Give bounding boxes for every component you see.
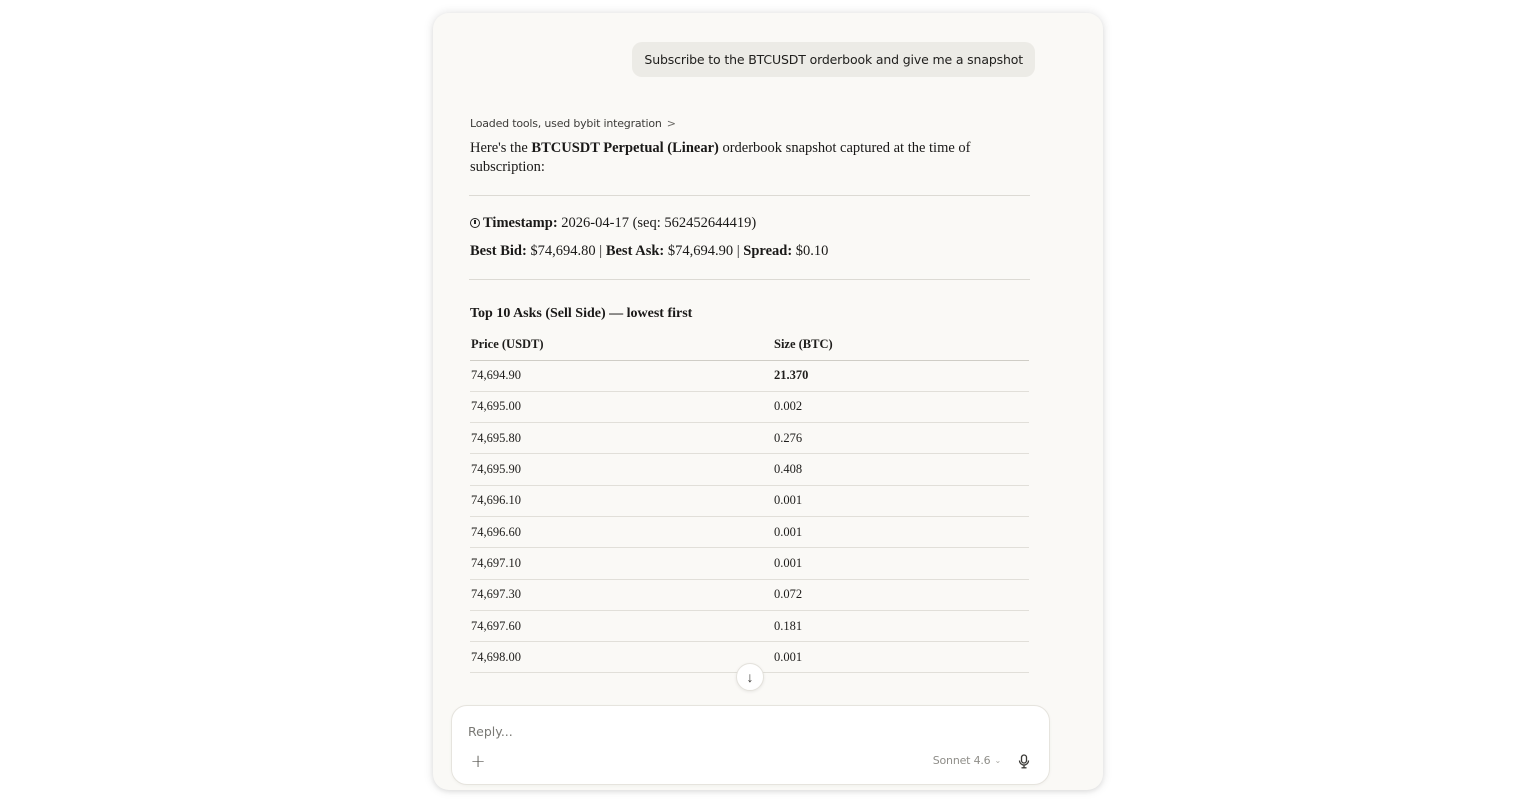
reply-composer	[451, 705, 1050, 785]
add-attachment-button[interactable]	[468, 751, 488, 771]
timestamp-label: Timestamp:	[483, 215, 558, 231]
best-ask-label: Best Ask:	[605, 243, 665, 259]
arrow-down-icon: ↓	[746, 669, 754, 685]
scroll-to-bottom-button[interactable]	[736, 663, 764, 691]
price-cell: 74,697.60	[470, 610, 773, 641]
table-row	[470, 360, 1029, 391]
size-cell: 21.370	[773, 360, 1029, 391]
instrument-name: BTCUSDT Perpetual (Linear)	[531, 140, 719, 156]
size-cell: 0.072	[773, 579, 1029, 610]
size-cell: 0.002	[773, 391, 1029, 422]
timestamp-line	[470, 215, 756, 232]
spread-label: Spread:	[743, 243, 793, 259]
table-row	[470, 454, 1029, 485]
best-bid-value: $74,694.80 |	[526, 243, 606, 259]
model-selector[interactable]	[933, 754, 1001, 767]
microphone-icon	[1018, 754, 1030, 769]
best-ask-value: $74,694.90 |	[664, 243, 744, 259]
table-row	[470, 579, 1029, 610]
divider	[469, 279, 1030, 280]
table-row	[470, 610, 1029, 641]
chat-window	[433, 13, 1103, 790]
user-message-bubble: Subscribe to the BTCUSDT orderbook and give me a snapshot	[632, 42, 1035, 77]
asks-table	[470, 329, 1029, 673]
tool-usage-toggle[interactable]	[470, 117, 676, 130]
price-cell: 74,695.90	[470, 454, 773, 485]
chevron-right-icon: >	[666, 117, 676, 130]
size-cell: 0.276	[773, 423, 1029, 454]
column-header-price: Price (USDT)	[470, 329, 773, 360]
price-cell: 74,696.10	[470, 485, 773, 516]
table-row	[470, 391, 1029, 422]
price-cell: 74,694.90	[470, 360, 773, 391]
table-row	[470, 548, 1029, 579]
size-cell: 0.181	[773, 610, 1029, 641]
model-label: Sonnet 4.6	[932, 754, 991, 767]
column-header-size: Size (BTC)	[773, 329, 1029, 360]
spread-value: $0.10	[792, 243, 829, 259]
clock-icon	[470, 218, 480, 228]
size-cell: 0.001	[773, 516, 1029, 547]
size-cell: 0.001	[773, 485, 1029, 516]
chevron-down-icon: ⌄	[994, 756, 1001, 765]
assistant-intro-text	[470, 139, 990, 177]
timestamp-value: 2026-04-17 (seq: 562452644419)	[557, 215, 757, 231]
table-header-row	[470, 329, 1029, 360]
size-cell: 0.408	[773, 454, 1029, 485]
price-cell: 74,695.00	[470, 391, 773, 422]
size-cell: 0.001	[773, 548, 1029, 579]
table-row	[470, 423, 1029, 454]
intro-suffix: orderbook snapshot captured at the time of subscription:	[470, 140, 971, 175]
price-cell: 74,697.30	[470, 579, 773, 610]
voice-input-button[interactable]	[1015, 752, 1033, 770]
tool-usage-label: Loaded tools, used bybit integration	[470, 117, 662, 130]
size-cell: 0.001	[773, 642, 1029, 673]
quotes-line	[470, 243, 828, 260]
reply-input[interactable]	[468, 720, 1028, 742]
asks-section-title: Top 10 Asks (Sell Side) — lowest first	[470, 306, 693, 321]
price-cell: 74,695.80	[470, 423, 773, 454]
table-row	[470, 516, 1029, 547]
price-cell: 74,696.60	[470, 516, 773, 547]
plus-icon: +	[470, 750, 486, 772]
table-row	[470, 485, 1029, 516]
best-bid-label: Best Bid:	[470, 243, 527, 259]
intro-prefix: Here's the	[470, 140, 532, 156]
price-cell: 74,697.10	[470, 548, 773, 579]
price-cell: 74,698.00	[470, 642, 773, 673]
divider	[469, 195, 1030, 196]
